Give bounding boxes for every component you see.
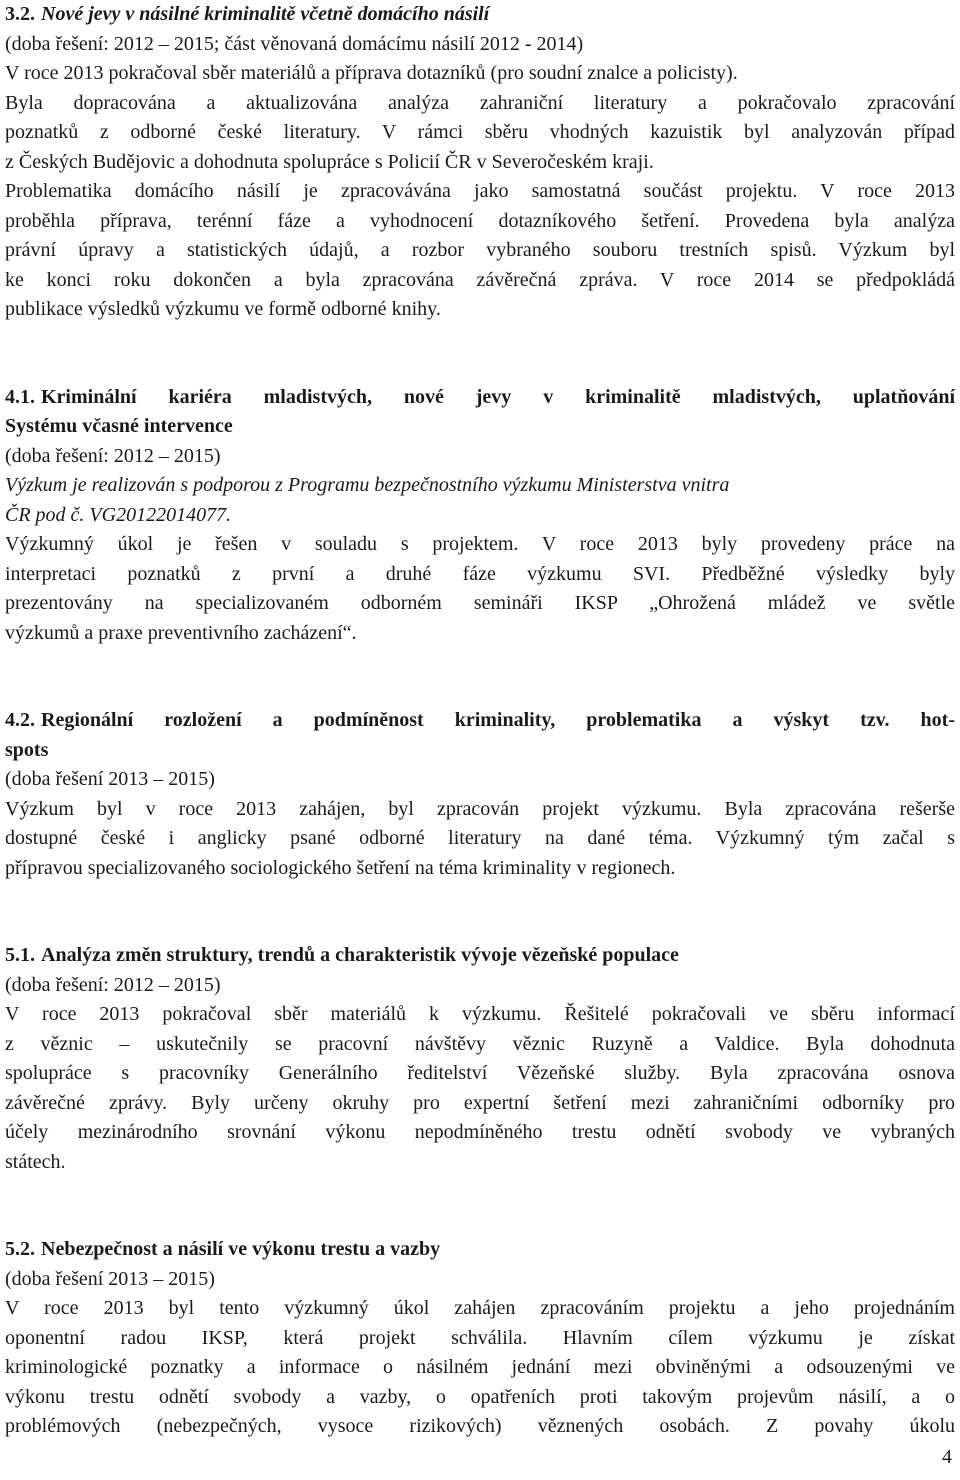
paragraph-line: V roce 2013 pokračoval sběr materiálů a příprava dotazníků (pro soudní znalce a policisty). — [5, 62, 738, 84]
paragraph-line: poznatků z odborné české literatury. V rámci sběru vhodných kazuistik byl analyzován případ — [5, 121, 955, 143]
section-title: Nebezpečnost a násilí ve výkonu trestu a vazby — [41, 1238, 441, 1260]
paragraph-line: Výzkum byl v roce 2013 zahájen, byl zpracován projekt výzkumu. Byla zpracována rešerše — [5, 797, 955, 820]
section-number: 4.2. — [5, 709, 35, 731]
section-title: Nové jevy v násilné kriminalitě včetně domácího násilí — [41, 3, 490, 25]
paragraph-line: dostupné české i anglicky psané odborné literatury na dané téma. Výzkumný tým začal s — [5, 827, 955, 849]
paragraph-line: Problematika domácího násilí je zpracovávána jako samostatná součást projektu. V roce 2013 — [5, 180, 955, 202]
paragraph-line: V roce 2013 pokračoval sběr materiálů k výzkumu. Řešitelé pokračovali ve sběru informací — [5, 1003, 955, 1025]
paragraph-line: problémových (nebezpečných, vysoce rizikových) věznených osobách. Z povahy úkolu — [5, 1415, 955, 1437]
paragraph-line: účely mezinárodního srovnání výkonu nepodmíněného trestu odnětí svobody ve vybraných — [5, 1121, 955, 1143]
paragraph-line: Byla dopracována a aktualizována analýza zahraniční literatury a pokračovalo zpracování — [5, 91, 955, 114]
paragraph-line: z Českých Budějovic a dohodnuta spolupráce s Policií ČR v Severočeském kraji. — [5, 150, 654, 173]
section-period: (doba řešení 2013 – 2015) — [5, 1267, 215, 1290]
section-heading — [5, 383, 955, 413]
paragraph-line: z věznic – uskutečnily se pracovní návštěvy věznic Ruzyně a Valdice. Byla dohodnuta — [5, 1032, 955, 1055]
paragraph-line: kriminologické poznatky a informace o násilném jednání mezi obviněnými a odsouzenými ve — [5, 1356, 955, 1378]
paragraph-line: V roce 2013 byl tento výzkumný úkol zahájen zpracováním projektu a jeho projednáním — [5, 1297, 955, 1319]
paragraph-line: spolupráce s pracovníky Generálního ředitelství Vězeňské služby. Byla zpracována osnova — [5, 1062, 955, 1084]
section-period: (doba řešení: 2012 – 2015; část věnovaná domácímu násilí 2012 - 2014) — [5, 32, 584, 55]
section-heading — [5, 0, 955, 30]
paragraph-line: právní úpravy a statistických údajů, a rozbor vybraného souboru trestních spisů. Výzkum byl — [5, 239, 955, 261]
section-title-continued: Systému včasné intervence — [5, 415, 233, 437]
paragraph-line: prezentovány na specializovaném odborném semináři IKSP „Ohrožená mládež ve světle — [5, 592, 955, 614]
section-title: Analýza změn struktury, trendů a charakteristik vývoje vězeňské populace — [41, 944, 679, 966]
paragraph-line: ke konci roku dokončen a byla zpracována závěrečná zpráva. V roce 2014 se předpokládá — [5, 268, 955, 291]
paragraph-line: oponentní radou IKSP, která projekt schválila. Hlavním cílem výzkumu je získat — [5, 1326, 955, 1349]
section-4-2 — [5, 706, 955, 883]
paragraph-line: publikace výsledků výzkumu ve formě odborné knihy. — [5, 298, 441, 320]
section-heading — [5, 1235, 955, 1265]
paragraph-line: Výzkumný úkol je řešen v souladu s projektem. V roce 2013 byly provedeny práce na — [5, 533, 955, 555]
section-3-2 — [5, 0, 955, 325]
section-period: (doba řešení: 2012 – 2015) — [5, 973, 221, 996]
funding-note: Výzkum je realizován s podporou z Programu bezpečnostního výzkumu Ministerstva vnitra — [5, 474, 730, 496]
section-4-1 — [5, 383, 955, 649]
section-5-2 — [5, 1235, 955, 1442]
paragraph-line: závěrečné zprávy. Byly určeny okruhy pro expertní šetření mezi zahraničními odborníky pro — [5, 1091, 955, 1114]
section-number: 3.2. — [5, 3, 35, 25]
paragraph-line: přípravou specializovaného sociologického šetření na téma kriminality v regionech. — [5, 856, 676, 879]
paragraph-line: výkonu trestu odnětí svobody a vazby, o opatřeních proti takovým projevům násilí, a o — [5, 1385, 955, 1408]
document-page — [5, 0, 955, 1442]
section-heading — [5, 941, 955, 971]
paragraph-line: interpretaci poznatků z první a druhé fáze výzkumu SVI. Předběžné výsledky byly — [5, 562, 955, 585]
funding-note: ČR pod č. VG20122014077. — [5, 503, 232, 526]
section-number: 4.1. — [5, 385, 35, 408]
section-number: 5.2. — [5, 1238, 35, 1260]
section-5-1 — [5, 941, 955, 1177]
paragraph-line: státech. — [5, 1150, 66, 1173]
section-title: Regionální rozložení a podmíněnost kriminality, problematika a výskyt tzv. hot- — [41, 709, 955, 731]
section-number: 5.1. — [5, 944, 35, 966]
page-number: 4 — [942, 1446, 952, 1468]
paragraph-line: výzkumů a praxe preventivního zacházení“. — [5, 621, 357, 644]
paragraph-line: proběhla příprava, terénní fáze a vyhodnocení dotazníkového šetření. Provedena byla analýza — [5, 209, 955, 232]
section-title-continued: spots — [5, 738, 49, 761]
section-period: (doba řešení 2013 – 2015) — [5, 768, 215, 790]
section-heading — [5, 706, 955, 736]
section-title: Kriminální kariéra mladistvých, nové jevy v kriminalitě mladistvých, uplatňování — [41, 385, 955, 408]
section-period: (doba řešení: 2012 – 2015) — [5, 444, 221, 467]
